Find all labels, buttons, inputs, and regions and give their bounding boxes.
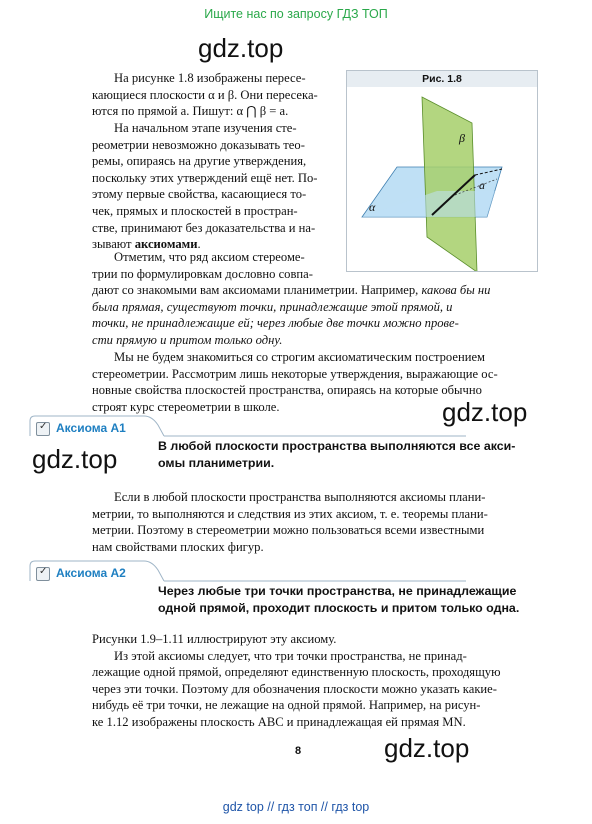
text-line: [92, 282, 552, 299]
text-line: лежащие одной прямой, определяют единственную плоскость, проходящую: [92, 665, 501, 680]
text-run: зывают: [92, 237, 135, 252]
text-line: нибудь её три точки, не лежащие на одной прямой. Например, на рисун-: [92, 698, 481, 713]
text-line: Через любые три точки пространства, не принадлежащие: [158, 584, 517, 598]
watermark: gdz.top: [32, 444, 118, 474]
watermark: gdz.top: [198, 33, 284, 63]
paragraph-4: [92, 349, 552, 415]
text-line: ке 1.12 изображены плоскость ABC и принадлежащая ей прямая MN.: [92, 714, 466, 729]
text-run: дают со знакомыми вам аксиомами планиметрии. Например,: [92, 283, 422, 298]
figure-title: Рис. 1.8: [347, 71, 537, 87]
text-line: строят курс стереометрии в школе.: [92, 399, 280, 414]
text-line: стве, принимают без доказательства и на-: [92, 220, 316, 235]
axiom-a2-text: [158, 583, 519, 617]
text-line: ремы, опираясь на другие утверждения,: [92, 154, 307, 169]
text-line-italic: точки, не принадлежащие ей; через любые две точки можно прове-: [92, 316, 459, 331]
text-line: новные свойства плоскостей пространства, опираясь на которые обычно: [92, 383, 482, 398]
text-line: через эти точки. Поэтому для обозначения плоскости можно указать какие-: [92, 681, 497, 696]
term-axioms: аксиомами: [134, 237, 198, 252]
bottom-banner[interactable]: gdz top // гдз топ // гдз top: [222, 800, 370, 814]
figure-1-8: [346, 70, 538, 272]
text-line: На начальном этапе изучения сте-: [114, 121, 297, 135]
check-mark-icon: ✓: [39, 421, 48, 432]
text-line: стереометрии. Рассмотрим лишь некоторые утверждения, выражающие ос-: [92, 366, 498, 381]
text-line: Если в любой плоскости пространства выполняются аксиомы плани-: [114, 490, 486, 504]
text-line: омы планиметрии.: [158, 456, 275, 470]
axiom-a2-title: Аксиома А2: [56, 566, 126, 580]
text-line-italic: сти прямую и притом только одну.: [92, 332, 283, 347]
watermark: gdz.top: [442, 397, 528, 427]
axiom-a1-title: Аксиома А1: [56, 421, 126, 435]
label-beta: β: [459, 131, 465, 145]
paragraph-5: [92, 489, 552, 555]
text-line: кающиеся плоскости α и β. Они пересека-: [92, 87, 318, 102]
text-line: Отметим, что ряд аксиом стереоме-: [114, 250, 305, 264]
text-line: Мы не будем знакомиться со строгим аксиоматическим построением: [114, 350, 486, 364]
watermark: gdz.top: [384, 733, 470, 763]
page-number: 8: [295, 745, 302, 757]
label-alpha: α: [369, 200, 376, 214]
text-line: метрии, то выполняются и следствия из этих аксиом, т. е. теоремы плани-: [92, 506, 488, 521]
text-line: одной прямой, проходит плоскость и притом только одна.: [158, 601, 520, 615]
axiom-a1-text: [158, 438, 515, 472]
text-line: нам свойствами плоских фигур.: [92, 539, 264, 554]
top-banner[interactable]: Ищите нас по запросу ГДЗ ТОП: [204, 7, 388, 21]
paragraph-2: [92, 120, 330, 253]
text-line-italic: была прямая, существуют точки, принадлежащие этой прямой, и: [92, 299, 453, 314]
text-line: Рисунки 1.9–1.11 иллюстрируют эту аксиому.: [92, 632, 337, 646]
text-run: .: [197, 237, 201, 252]
paragraph-1: [92, 70, 330, 120]
text-run-italic: какова бы ни: [421, 283, 491, 298]
paragraph-6: [92, 631, 552, 731]
text-line: метрии. Поэтому в стереометрии можно пользоваться всеми известными: [92, 523, 485, 538]
label-a: a: [479, 178, 485, 192]
text-line: реометрии невозможно доказывать тео-: [92, 137, 305, 152]
text-line: поскольку этих утверждений ещё нет. По-: [92, 170, 318, 185]
text-line: этому первые свойства, касающиеся то-: [92, 187, 307, 202]
text-line: чек, прямых и плоскостей в простран-: [92, 203, 298, 218]
text-line: На рисунке 1.8 изображены пересе-: [114, 71, 306, 85]
text-line: В любой плоскости пространства выполняются все акси-: [158, 439, 516, 453]
text-line: ются по прямой a. Пишут: α ⋂ β = a.: [92, 104, 289, 119]
paragraph-3: [92, 249, 552, 349]
text-line: трии по формулировкам дословно совпа-: [92, 266, 313, 281]
planes-illustration: [347, 87, 537, 271]
check-mark-icon: ✓: [39, 566, 48, 577]
text-line: Из этой аксиомы следует, что три точки пространства, не принад-: [114, 648, 467, 663]
